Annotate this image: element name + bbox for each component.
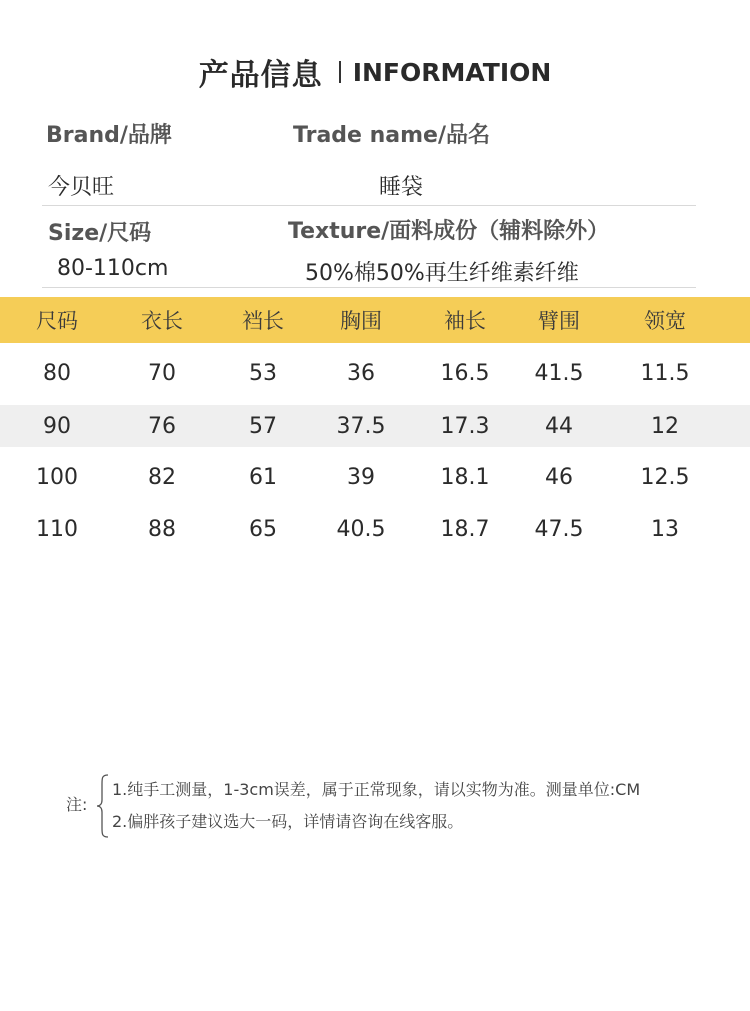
table-header-row: [0, 297, 750, 343]
table-cell: 110: [36, 516, 78, 542]
note-line-2: 2.偏胖孩子建议选大一码，详情请咨询在线客服。: [112, 812, 464, 831]
page-title-cn: 产品信息: [198, 58, 323, 93]
brace-icon: [96, 774, 110, 838]
table-cell: 47.5: [534, 516, 584, 542]
page-title-en: INFORMATION: [352, 57, 552, 87]
texture-label: Texture/面料成份（辅料除外）: [288, 219, 610, 244]
table-cell: 80: [43, 360, 71, 386]
table-cell: 53: [249, 360, 277, 386]
header-size: 尺码: [36, 309, 78, 333]
table-cell: 90: [43, 413, 71, 439]
table-cell: 18.1: [440, 464, 490, 490]
table-cell: 70: [148, 360, 176, 386]
table-cell: 18.7: [440, 516, 490, 542]
header-collar: 领宽: [644, 309, 686, 333]
info-divider-bottom: [42, 287, 696, 288]
table-cell: 17.3: [440, 413, 490, 439]
note-line-1: 1.纯手工测量，1-3cm误差，属于正常现象，请以实物为准。测量单位:CM: [112, 780, 641, 799]
table-cell: 41.5: [534, 360, 584, 386]
header-sleeve: 袖长: [444, 309, 486, 333]
table-cell: 46: [545, 464, 573, 490]
table-cell: 82: [148, 464, 176, 490]
table-cell: 12: [651, 413, 679, 439]
info-divider: [42, 205, 696, 206]
table-cell: 76: [148, 413, 176, 439]
table-cell: 88: [148, 516, 176, 542]
table-row: [0, 405, 750, 447]
table-cell: 37.5: [336, 413, 386, 439]
table-cell: 16.5: [440, 360, 490, 386]
table-row: [0, 352, 750, 394]
page-header: [0, 48, 750, 96]
table-cell: 12.5: [640, 464, 690, 490]
size-label: Size/尺码: [48, 221, 152, 246]
trade-name-label: Trade name/品名: [293, 123, 491, 148]
table-cell: 100: [36, 464, 78, 490]
table-cell: 40.5: [336, 516, 386, 542]
table-row: [0, 508, 750, 550]
header-arm: 臂围: [538, 309, 580, 333]
brand-label: Brand/品牌: [46, 123, 172, 148]
notes-prefix: 注:: [66, 795, 88, 814]
table-cell: 65: [249, 516, 277, 542]
table-cell: 39: [347, 464, 375, 490]
title-separator: [339, 61, 341, 83]
table-cell: 13: [651, 516, 679, 542]
trade-name-value: 睡袋: [379, 175, 424, 200]
table-cell: 36: [347, 360, 375, 386]
header-length: 衣长: [141, 309, 183, 333]
size-value: 80-110cm: [57, 256, 169, 281]
table-cell: 57: [249, 413, 277, 439]
texture-value: 50%棉50%再生纤维素纤维: [305, 261, 579, 286]
table-cell: 44: [545, 413, 573, 439]
table-row: [0, 456, 750, 498]
header-chest: 胸围: [340, 309, 382, 333]
header-rise: 裆长: [242, 309, 284, 333]
brand-value: 今贝旺: [48, 175, 115, 200]
table-cell: 61: [249, 464, 277, 490]
table-cell: 11.5: [640, 360, 690, 386]
